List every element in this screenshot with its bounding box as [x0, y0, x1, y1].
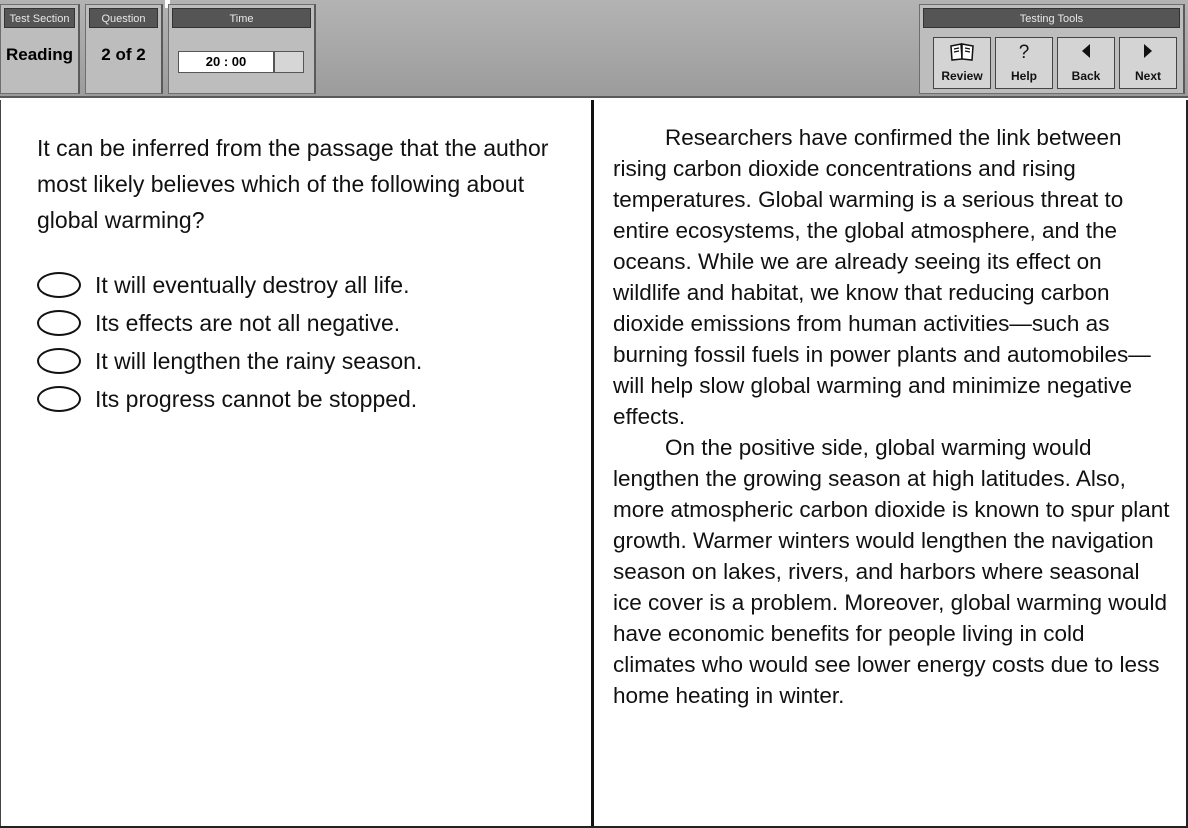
test-section-label: Test Section — [4, 8, 75, 28]
radio-button[interactable] — [37, 348, 81, 374]
testing-tools-panel — [919, 4, 1185, 94]
timer-display: 20 : 00 — [178, 51, 274, 73]
help-button[interactable] — [995, 37, 1053, 89]
answer-option-b[interactable] — [37, 304, 577, 342]
reading-passage — [613, 122, 1173, 711]
test-section-panel — [0, 4, 80, 94]
passage-paragraph: Researchers have confirmed the link between rising carbon dioxide concentrations and rising temperatures. Global warming is a serious threat to entire ecosystems, the global atmosphere, and the oceans. While we are already seeing its effect on wildlife and habitat, we know that reducing carbon dioxide emissions from human activities—such as burning fossil fuels in power plants and automobiles—will help slow global warming and minimize negative effects. — [613, 125, 1151, 429]
radio-button[interactable] — [37, 272, 81, 298]
back-button-label: Back — [1071, 69, 1101, 83]
time-panel — [168, 4, 316, 94]
test-section-value: Reading — [5, 45, 74, 64]
triangle-right-icon — [1120, 42, 1176, 64]
question-mark-icon: ? — [1018, 42, 1030, 63]
testing-tools-label: Testing Tools — [923, 8, 1180, 28]
next-button[interactable] — [1119, 37, 1177, 89]
back-button[interactable] — [1057, 37, 1115, 89]
answer-option-d[interactable] — [37, 380, 577, 418]
answer-option-text: It will lengthen the rainy season. — [95, 347, 423, 374]
next-button-label: Next — [1134, 69, 1161, 83]
question-panel — [85, 4, 163, 94]
answer-option-a[interactable] — [37, 266, 577, 304]
review-button-label: Review — [941, 69, 983, 83]
answer-option-text: Its progress cannot be stopped. — [95, 385, 418, 412]
answer-option-c[interactable] — [37, 342, 577, 380]
question-counter: 2 of 2 — [101, 45, 146, 64]
question-label: Question — [89, 8, 158, 28]
passage-paragraph: On the positive side, global warming would lengthen the growing season at high latitudes. Also, more atmospheric carbon dioxide is known to spur plant growth. Warmer winters would lengthen the navigation season on lakes, rivers, and harbors where seasonal ice cover is a problem. Moreover, global warming would have economic benefits for people living in cold climates who would see lower energy costs due to less home heating in winter. — [613, 435, 1170, 708]
answer-options — [37, 266, 577, 418]
review-button[interactable] — [933, 37, 991, 89]
radio-button[interactable] — [37, 386, 81, 412]
toolbar — [0, 0, 1188, 98]
triangle-left-icon — [1058, 42, 1114, 64]
time-label: Time — [172, 8, 311, 28]
help-button-label: Help — [1010, 69, 1037, 83]
answer-option-text: It will eventually destroy all life. — [95, 271, 410, 298]
question-text: It can be inferred from the passage that the author most likely believes which of the following about global warming? — [37, 135, 549, 233]
book-icon — [934, 42, 990, 64]
answer-option-text: Its effects are not all negative. — [95, 309, 401, 336]
radio-button[interactable] — [37, 310, 81, 336]
timer-toggle-button[interactable] — [274, 51, 304, 73]
